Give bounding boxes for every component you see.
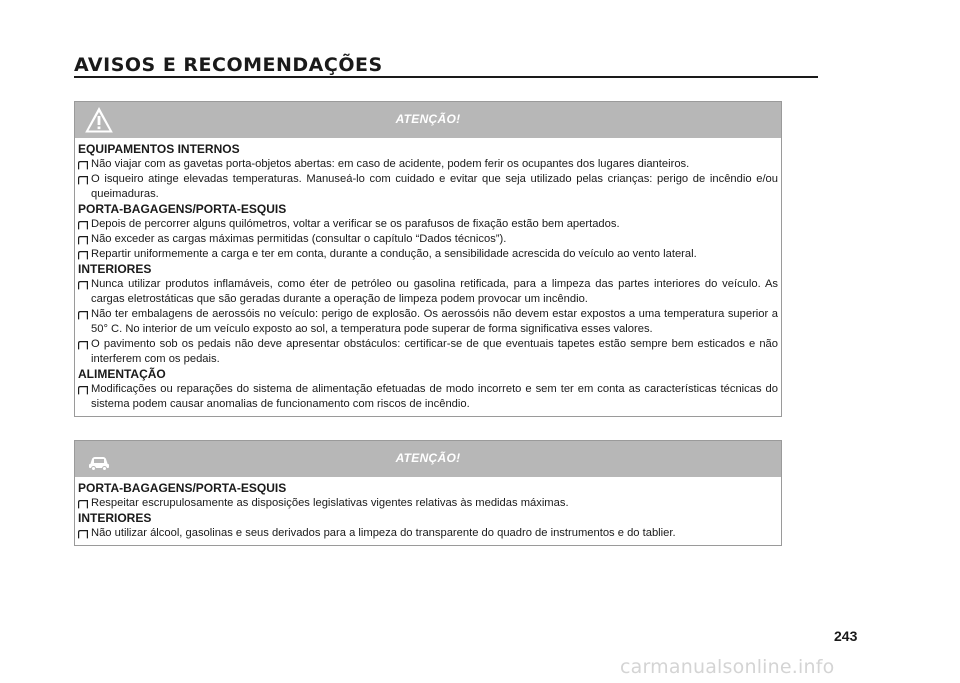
list-item-text: O isqueiro atinge elevadas temperaturas. Manuseá-lo com cuidado e evitar que seja utilizado pelas crianças: perigo de incêndio e/ou queimaduras. <box>91 173 778 200</box>
section-title: ALIMENTAÇÃO <box>78 367 166 381</box>
warning-body <box>75 477 781 545</box>
list-item <box>78 247 778 262</box>
list-item <box>78 307 778 337</box>
bullet-icon <box>78 529 88 538</box>
bullet-icon <box>78 385 88 394</box>
watermark-text: carmanualsonline.info <box>620 656 835 678</box>
page-title: AVISOS E RECOMENDAÇÕES <box>74 54 383 76</box>
list-item <box>78 232 778 247</box>
bullet-icon <box>78 250 88 259</box>
list-item-text: Não viajar com as gavetas porta-objetos abertas: em caso de acidente, podem ferir os ocupantes dos lugares dianteiros. <box>91 158 690 170</box>
warning-body <box>75 138 781 416</box>
warning-header <box>75 441 781 477</box>
section-title: PORTA-BAGAGENS/PORTA-ESQUIS <box>78 202 287 216</box>
list-item-text: Modificações ou reparações do sistema de alimentação efetuadas de modo incorreto e sem ter em conta as características técnicas do sistema podem causar anomalias de funcionamento com riscos de incêndio. <box>91 383 778 410</box>
bullet-icon <box>78 340 88 349</box>
bullet-icon <box>78 280 88 289</box>
warning-box-environment <box>74 440 782 546</box>
list-item-text: Nunca utilizar produtos inflamáveis, como éter de petróleo ou gasolina retificada, para a limpeza das partes interiores do veículo. As cargas eletrostáticas que são geradas durante a operação de limpeza podem provocar um incêndio. <box>91 278 778 305</box>
bullet-icon <box>78 310 88 319</box>
list-item-text: Depois de percorrer alguns quilómetros, voltar a verificar se os parafusos de fixação estão bem apertados. <box>91 218 620 230</box>
list-item <box>78 526 778 541</box>
list-item-text: Não ter embalagens de aerossóis no veículo: perigo de explosão. Os aerossóis não devem estar expostos a uma temperatura superior a 50° C. No interior de um veículo exposto ao sol, a temperatura pode superar de forma significativa esses valores. <box>91 308 778 335</box>
list-item <box>78 496 778 511</box>
list-item-text: Não exceder as cargas máximas permitidas (consultar o capítulo “Dados técnicos”). <box>91 233 507 245</box>
list-item-text: Não utilizar álcool, gasolinas e seus derivados para a limpeza do transparente do quadro de instrumentos e do tablier. <box>91 527 676 539</box>
section-title: INTERIORES <box>78 511 152 525</box>
list-item-text: O pavimento sob os pedais não deve apresentar obstáculos: certificar-se de que eventuais tapetes estão sempre bem esticados e não interferem com os pedais. <box>91 338 778 365</box>
list-item <box>78 277 778 307</box>
bullet-icon <box>78 235 88 244</box>
warning-box-general <box>74 101 782 417</box>
list-item-text: Repartir uniformemente a carga e ter em conta, durante a condução, a sensibilidade acrescida do veículo ao vento lateral. <box>91 248 697 260</box>
page-number: 243 <box>834 628 858 644</box>
title-divider <box>74 76 818 78</box>
list-item <box>78 337 778 367</box>
list-item <box>78 172 778 202</box>
list-item-text: Respeitar escrupulosamente as disposições legislativas vigentes relativas às medidas máximas. <box>91 497 569 509</box>
warning-header <box>75 102 781 138</box>
list-item <box>78 157 778 172</box>
section-title: INTERIORES <box>78 262 152 276</box>
warning-heading: ATENÇÃO! <box>395 112 461 126</box>
bullet-icon <box>78 175 88 184</box>
section-title: PORTA-BAGAGENS/PORTA-ESQUIS <box>78 481 287 495</box>
warning-heading: ATENÇÃO! <box>395 451 461 465</box>
bullet-icon <box>78 499 88 508</box>
bullet-icon <box>78 220 88 229</box>
bullet-icon <box>78 160 88 169</box>
list-item <box>78 217 778 232</box>
section-title: EQUIPAMENTOS INTERNOS <box>78 142 240 156</box>
list-item <box>78 382 778 412</box>
